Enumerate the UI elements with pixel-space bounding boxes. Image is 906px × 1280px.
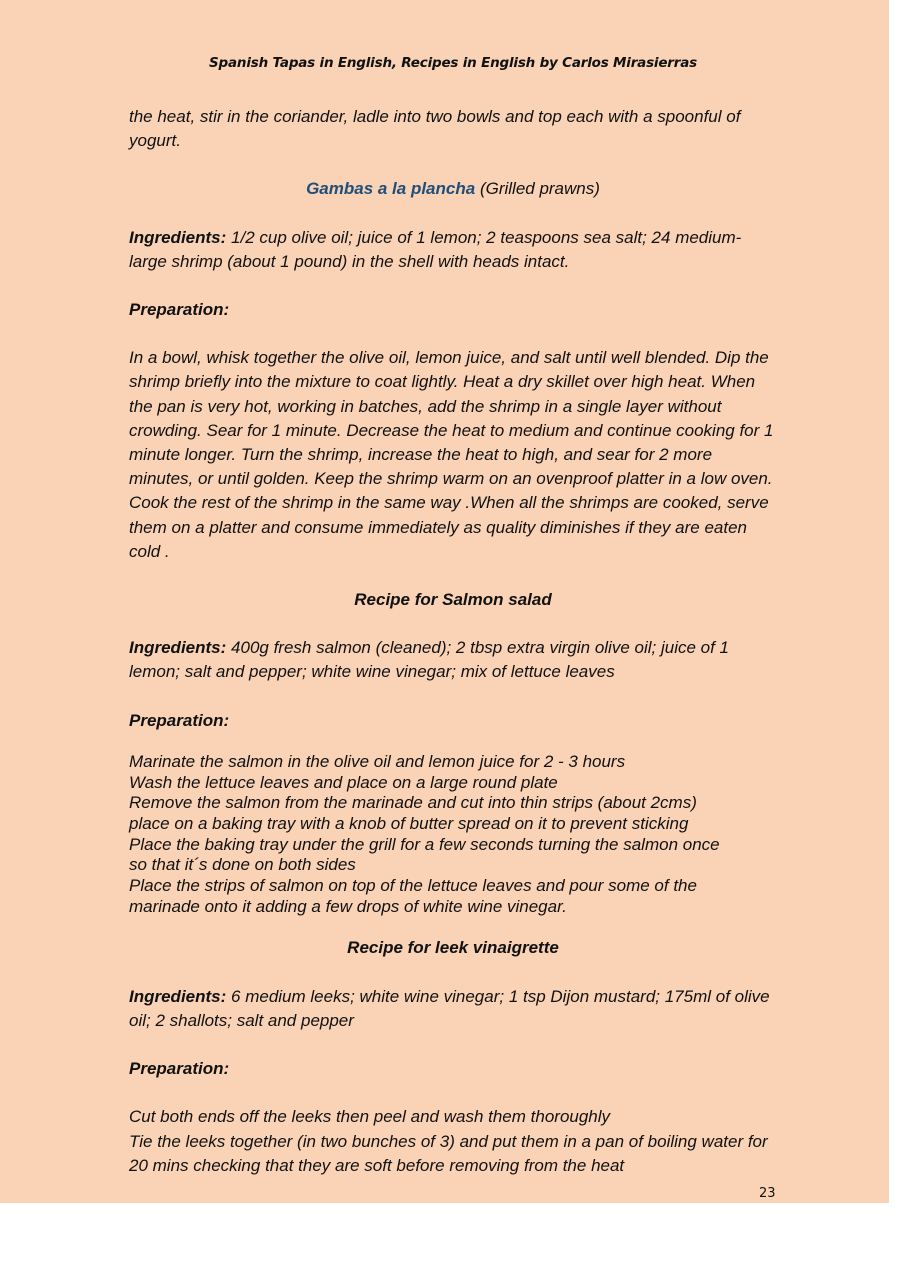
page-content: [129, 105, 777, 1178]
leek-ingredients: [129, 985, 777, 1033]
gambas-preparation-label: Preparation:: [129, 300, 230, 320]
salmon-step: Place the baking tray under the grill for a few seconds turning the salmon once: [129, 834, 720, 854]
salmon-ingredients: [129, 636, 777, 684]
leek-preparation-label: Preparation:: [129, 1059, 230, 1079]
salmon-step: Marinate the salmon in the olive oil and lemon juice for 2 - 3 hours: [129, 751, 626, 771]
gambas-ingredients: [129, 226, 777, 274]
leek-steps: [129, 1105, 777, 1178]
leek-title: Recipe for leek vinaigrette: [347, 938, 559, 958]
leek-ingredients-text: 6 medium leeks; white wine vinegar; 1 tsp Dijon mustard; 175ml of olive oil; 2 shallots; salt and pepper: [129, 986, 770, 1030]
gambas-heading: [129, 177, 777, 201]
leek-step: Tie the leeks together (in two bunches of 3) and put them in a pan of boiling water for 20 mins checking that they are soft before removing from the heat: [129, 1131, 768, 1175]
salmon-step: Remove the salmon from the marinade and cut into thin strips (about 2cms): [129, 793, 697, 813]
salmon-ingredients-text: 400g fresh salmon (cleaned); 2 tbsp extra virgin olive oil; juice of 1 lemon; salt and pepper; white wine vinegar; mix of lettuce leaves: [129, 638, 730, 682]
salmon-steps: [129, 752, 777, 918]
running-header: Spanish Tapas in English, Recipes in English by Carlos Mirasierras: [209, 55, 697, 71]
salmon-step: marinade onto it adding a few drops of white wine vinegar.: [129, 896, 567, 916]
salmon-preparation-label: Preparation:: [129, 710, 230, 730]
gambas-ingredients-label: Ingredients:: [129, 227, 227, 247]
leek-ingredients-label: Ingredients:: [129, 986, 227, 1006]
gambas-subtitle: (Grilled prawns): [479, 179, 600, 199]
salmon-step: Place the strips of salmon on top of the lettuce leaves and pour some of the: [129, 876, 697, 896]
gambas-preparation-text: In a bowl, whisk together the olive oil, lemon juice, and salt until well blended. Dip the shrimp briefly into the mixture to coat lightly. Heat a dry skillet over high heat. When the pan is very hot, working in batches, add the shrimp in a single layer without crowding. Sear for 1 minute. Decrease the heat to medium and continue cooking for 1 minute longer. Turn the shrimp, increase the heat to high, and sear for 2 more minutes, or until golden. Keep the shrimp warm on an ovenproof platter in a low oven. Cook the rest of the shrimp in the same way .When all the shrimps are cooked, serve them on a platter and consume immediately as quality diminishes if they are eaten cold .: [129, 348, 774, 561]
gambas-title: Gambas a la plancha: [306, 179, 476, 199]
salmon-step: Wash the lettuce leaves and place on a large round plate: [129, 772, 558, 792]
salmon-step: so that it´s done on both sides: [129, 855, 356, 875]
leek-step: Cut both ends off the leeks then peel and wash them thoroughly: [129, 1107, 611, 1127]
salmon-ingredients-label: Ingredients:: [129, 638, 227, 658]
intro-paragraph: the heat, stir in the coriander, ladle into two bowls and top each with a spoonful of yogurt.: [129, 107, 741, 151]
salmon-step: place on a baking tray with a knob of butter spread on it to prevent sticking: [129, 813, 689, 833]
page-number: 23: [759, 1186, 776, 1201]
gambas-ingredients-text: 1/2 cup olive oil; juice of 1 lemon; 2 teaspoons sea salt; 24 medium-large shrimp (about 1 pound) in the shell with heads intact.: [129, 227, 742, 271]
salmon-title: Recipe for Salmon salad: [354, 590, 552, 610]
